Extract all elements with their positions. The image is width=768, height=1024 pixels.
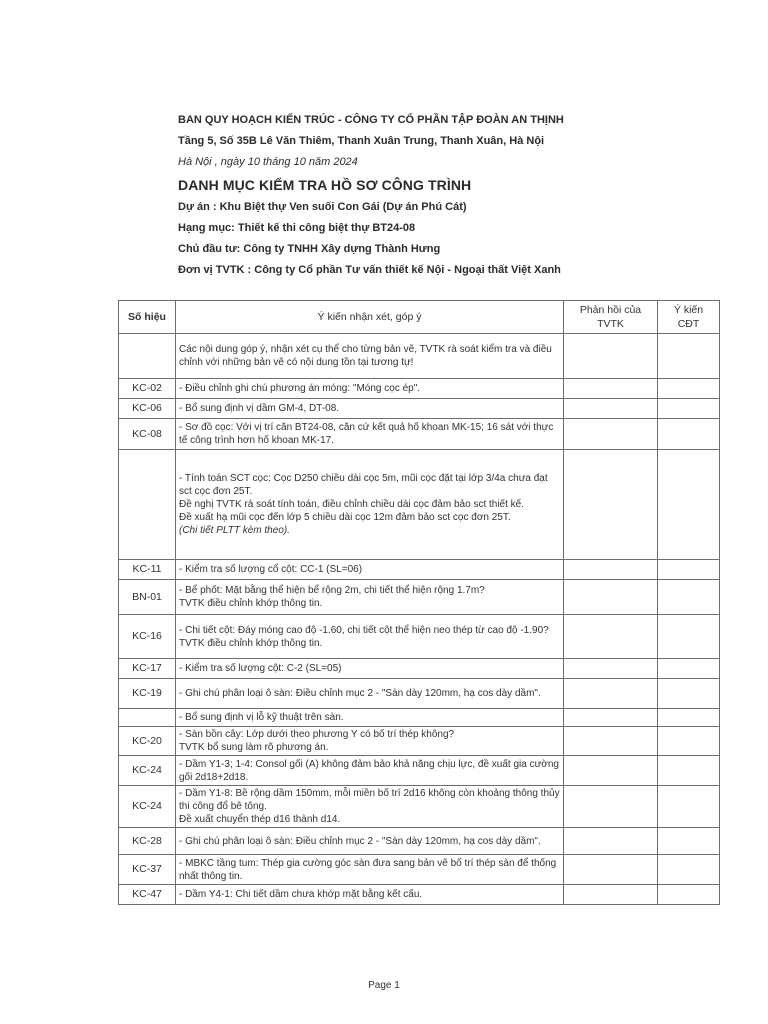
row-investor-opinion [658,560,720,580]
row-investor-opinion [658,828,720,855]
row-tvtk-response [564,399,658,419]
table-row [119,679,720,709]
column-header-investor-opinion: Ý kiến CĐT [658,301,720,334]
row-code [119,709,176,727]
table-row [119,560,720,580]
row-comment-text: - Sơ đồ cọc: Với vị trí căn BT24-08, căn cứ kết quả hố khoan MK-15; 16 sát với thực tế công trình hơn hố khoan MK-17. [179,422,554,446]
row-tvtk-response [564,885,658,905]
table-row [119,379,720,399]
row-code: KC-06 [119,399,176,419]
row-code: KC-24 [119,786,176,828]
row-code [119,334,176,379]
table-row [119,580,720,615]
table-row [119,334,720,379]
row-tvtk-response [564,615,658,659]
row-comment [176,727,564,756]
row-code: KC-19 [119,679,176,709]
row-investor-opinion [658,399,720,419]
row-comment [176,399,564,419]
row-code: KC-47 [119,885,176,905]
row-investor-opinion [658,709,720,727]
row-tvtk-response [564,580,658,615]
row-comment [176,756,564,786]
column-header-code: Số hiệu [119,301,176,334]
row-comment [176,334,564,379]
row-tvtk-response [564,727,658,756]
row-investor-opinion [658,786,720,828]
row-investor-opinion [658,885,720,905]
row-comment [176,885,564,905]
row-tvtk-response [564,419,658,450]
project-name: Dự án : Khu Biệt thự Ven suối Con Gái (Dự án Phú Cát) [178,201,467,213]
row-tvtk-response [564,334,658,379]
table-row [119,855,720,885]
table-row [119,659,720,679]
row-comment-text: - Bể phốt: Mặt bằng thể hiện bể rộng 2m, chi tiết thể hiện rộng 1.7m? TVTK điều chỉnh khớp thông tin. [179,585,485,609]
table-row [119,450,720,560]
row-tvtk-response [564,560,658,580]
row-comment-text: - Sàn bồn cây: Lớp dưới theo phương Y có bố trí thép không? TVTK bổ sung làm rõ phương án. [179,729,455,753]
row-tvtk-response [564,679,658,709]
row-investor-opinion [658,727,720,756]
review-table-body [119,334,720,905]
row-comment-text: - Bổ sung định vị dầm GM-4, DT-08. [179,403,340,414]
table-row [119,756,720,786]
column-header-comment: Ý kiến nhận xét, góp ý [176,301,564,334]
row-tvtk-response [564,379,658,399]
row-code: KC-24 [119,756,176,786]
row-comment [176,450,564,560]
row-code: KC-16 [119,615,176,659]
table-row [119,419,720,450]
row-investor-opinion [658,659,720,679]
row-code: BN-01 [119,580,176,615]
row-investor-opinion [658,615,720,659]
column-header-tvtk-response: Phản hồi của TVTK [564,301,658,334]
row-comment [176,709,564,727]
org-name: BAN QUY HOẠCH KIẾN TRÚC - CÔNG TY CỔ PHẦN TẬP ĐOÀN AN THỊNH [178,114,564,126]
row-comment-text: - Kiểm tra số lượng cổ cột: CC-1 (SL=06) [179,564,363,575]
document-title: DANH MỤC KIỂM TRA HỒ SƠ CÔNG TRÌNH [178,177,472,193]
table-header-row [119,301,720,334]
row-comment-text: - Chi tiết cột: Đáy móng cao độ -1.60, chi tiết cột thể hiện neo thép từ cao độ -1.90? TVTK điều chỉnh khớp thông tin. [179,624,549,649]
row-comment-text: - Điều chỉnh ghi chú phương án móng: "Móng cọc ép". [179,383,421,394]
document-header [178,110,738,281]
row-code: KC-37 [119,855,176,885]
table-row [119,786,720,828]
row-tvtk-response [564,709,658,727]
row-comment-text: - Bổ sung định vị lỗ kỹ thuật trên sàn. [179,712,344,723]
row-tvtk-response [564,855,658,885]
row-code: KC-08 [119,419,176,450]
investor-name: Chủ đầu tư: Công ty TNHH Xây dựng Thành Hưng [178,243,441,255]
table-row [119,828,720,855]
row-comment [176,379,564,399]
project-category: Hạng mục: Thiết kế thi công biệt thự BT24-08 [178,222,416,234]
row-comment [176,828,564,855]
row-investor-opinion [658,756,720,786]
row-code [119,450,176,560]
row-comment [176,419,564,450]
row-code: KC-11 [119,560,176,580]
row-investor-opinion [658,450,720,560]
row-comment-text: - Dầm Y1-8: Bề rộng dầm 150mm, mỗi miền bố trí 2d16 không còn khoảng thông thủy thi công đổ bê tông. Đề xuất chuyển thép d16 thành d14. [179,788,560,825]
row-comment-text: - Tính toán SCT cọc: Cọc D250 chiều dài cọc 5m, mũi cọc đặt tại lớp 3/4a chưa đạt sct cọc đơn 25T. Đề nghị TVTK rà soát tính toán, điều chỉnh chiều dài cọc đảm bảo sct thiết kế. Đề xuất hạ mũi cọc đến lớp 5 chiều dài cọc 12m đảm bảo sct cọc đơn 25T. [179,473,548,523]
row-comment-text: - Dầm Y1-3; 1-4: Consol gối (A) không đảm bảo khả năng chịu lực, đề xuất gia cường gối 2d18+2d18. [179,758,559,783]
table-row [119,615,720,659]
row-investor-opinion [658,679,720,709]
row-comment-text: - Kiểm tra số lượng cột: C-2 (SL=05) [179,663,342,674]
row-comment [176,679,564,709]
row-tvtk-response [564,786,658,828]
table-row [119,885,720,905]
page-number: Page 1 [368,980,400,991]
row-code: KC-17 [119,659,176,679]
row-comment-text: - Dầm Y4-1: Chi tiết dầm chưa khớp mặt bằng kết cấu. [179,889,423,900]
row-comment [176,659,564,679]
consultant-name: Đơn vị TVTK : Công ty Cổ phần Tư vấn thiết kế Nội - Ngoại thất Việt Xanh [178,264,561,276]
document-date: Hà Nội , ngày 10 tháng 10 năm 2024 [178,156,358,168]
row-comment [176,855,564,885]
row-comment-note: (Chi tiết PLTT kèm theo). [179,525,290,536]
table-row [119,399,720,419]
row-tvtk-response [564,828,658,855]
row-comment-text: - MBKC tầng tum: Thép gia cường góc sàn đưa sang bản vẽ bố trí thép sàn để thống nhất thông tin. [179,857,557,882]
row-tvtk-response [564,659,658,679]
row-comment [176,560,564,580]
row-code: KC-20 [119,727,176,756]
row-comment [176,615,564,659]
row-tvtk-response [564,450,658,560]
row-investor-opinion [658,580,720,615]
row-investor-opinion [658,334,720,379]
table-row [119,727,720,756]
row-code: KC-02 [119,379,176,399]
row-comment-text: - Ghi chú phân loại ô sàn: Điều chỉnh mục 2 - "Sàn dày 120mm, hạ cos dày dầm". [179,835,541,847]
row-comment-text: - Ghi chú phân loại ô sàn: Điều chỉnh mục 2 - "Sàn dày 120mm, hạ cos dày dầm". [179,688,541,699]
row-investor-opinion [658,855,720,885]
row-investor-opinion [658,419,720,450]
org-address: Tầng 5, Số 35B Lê Văn Thiêm, Thanh Xuân Trung, Thanh Xuân, Hà Nội [178,135,545,147]
review-table [118,300,720,905]
row-tvtk-response [564,756,658,786]
row-code: KC-28 [119,828,176,855]
row-comment [176,580,564,615]
table-row [119,709,720,727]
row-investor-opinion [658,379,720,399]
row-comment-text: Các nội dung góp ý, nhận xét cụ thể cho từng bản vẽ, TVTK rà soát kiểm tra và điều chỉnh với những bản vẽ có nội dung tồn tại tương tự! [179,344,552,368]
row-comment [176,786,564,828]
